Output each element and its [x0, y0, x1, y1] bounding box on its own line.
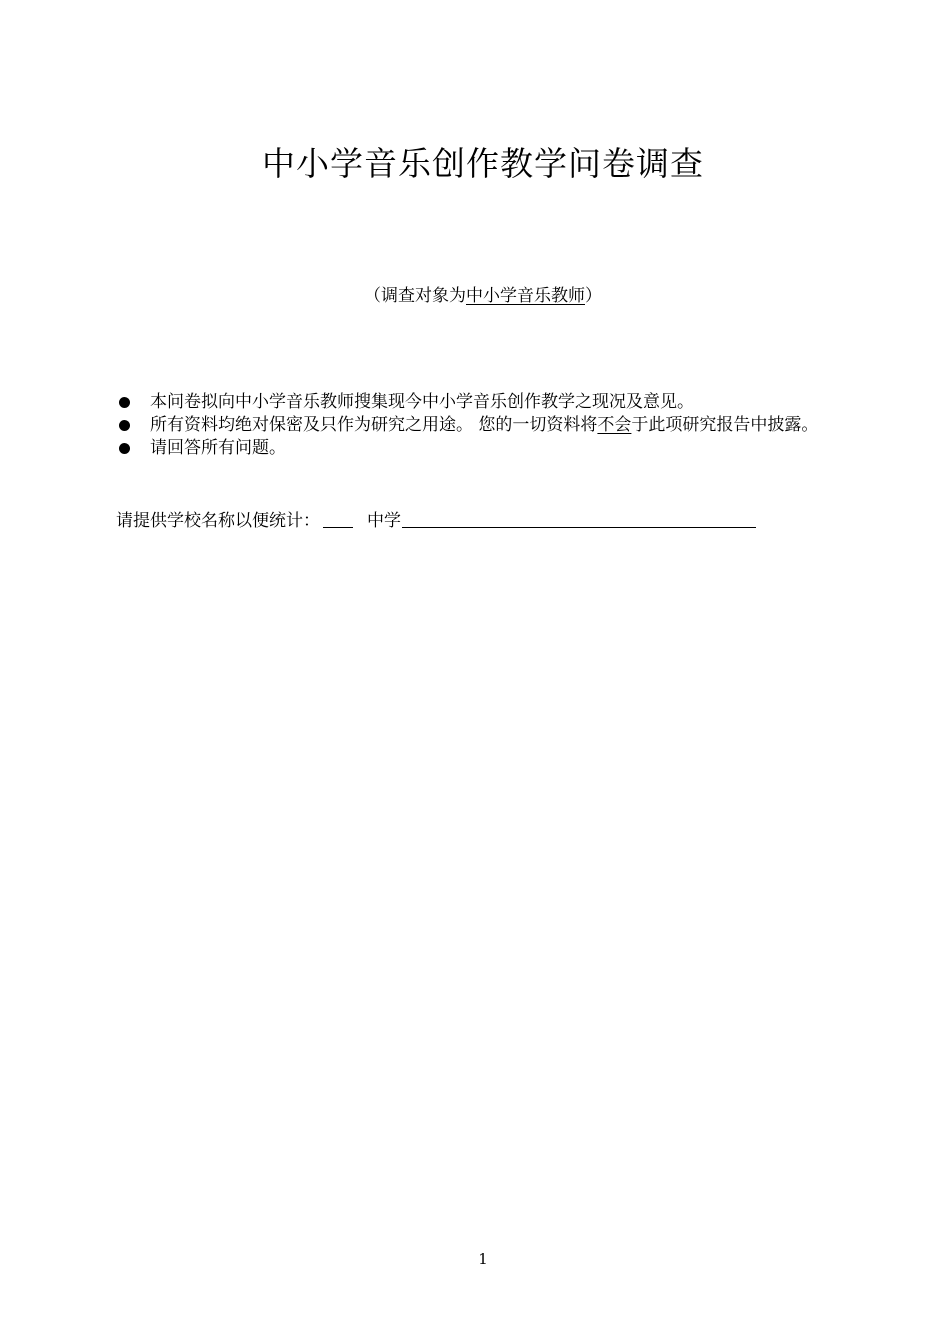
bullet-icon	[119, 420, 130, 431]
school-name-label: 请提供学校名称以便统计：	[116, 511, 320, 531]
instructions-list	[116, 391, 856, 460]
school-name-blank[interactable]	[323, 526, 353, 528]
document-title: 中小学音乐创作教学问卷调查	[262, 144, 704, 183]
instruction-text: 请回答所有问题。	[150, 438, 286, 458]
survey-target-audience: 中小学音乐教师	[466, 286, 585, 306]
bullet-icon	[119, 443, 130, 454]
school-name-fill-line[interactable]	[402, 526, 756, 528]
bullet-icon	[119, 397, 130, 408]
school-type-label: 中学	[367, 511, 401, 531]
instruction-item	[116, 414, 856, 437]
instruction-text-pre: 所有资料均绝对保密及只作为研究之用途。 您的一切资料将	[150, 415, 598, 435]
page-number: 1	[478, 1250, 488, 1268]
survey-target-line	[0, 281, 950, 306]
instruction-text-emphasis: 不会	[597, 415, 632, 435]
instruction-item	[116, 391, 856, 414]
survey-target-prefix: （调查对象为	[364, 286, 466, 306]
instruction-text: 本问卷拟向中小学音乐教师搜集现今中小学音乐创作教学之现况及意见。	[150, 392, 694, 412]
instruction-item	[116, 437, 856, 460]
survey-target-suffix: ）	[585, 286, 602, 306]
instruction-text-post: 于此项研究报告中披露。	[631, 415, 819, 435]
school-name-prompt	[116, 506, 756, 531]
